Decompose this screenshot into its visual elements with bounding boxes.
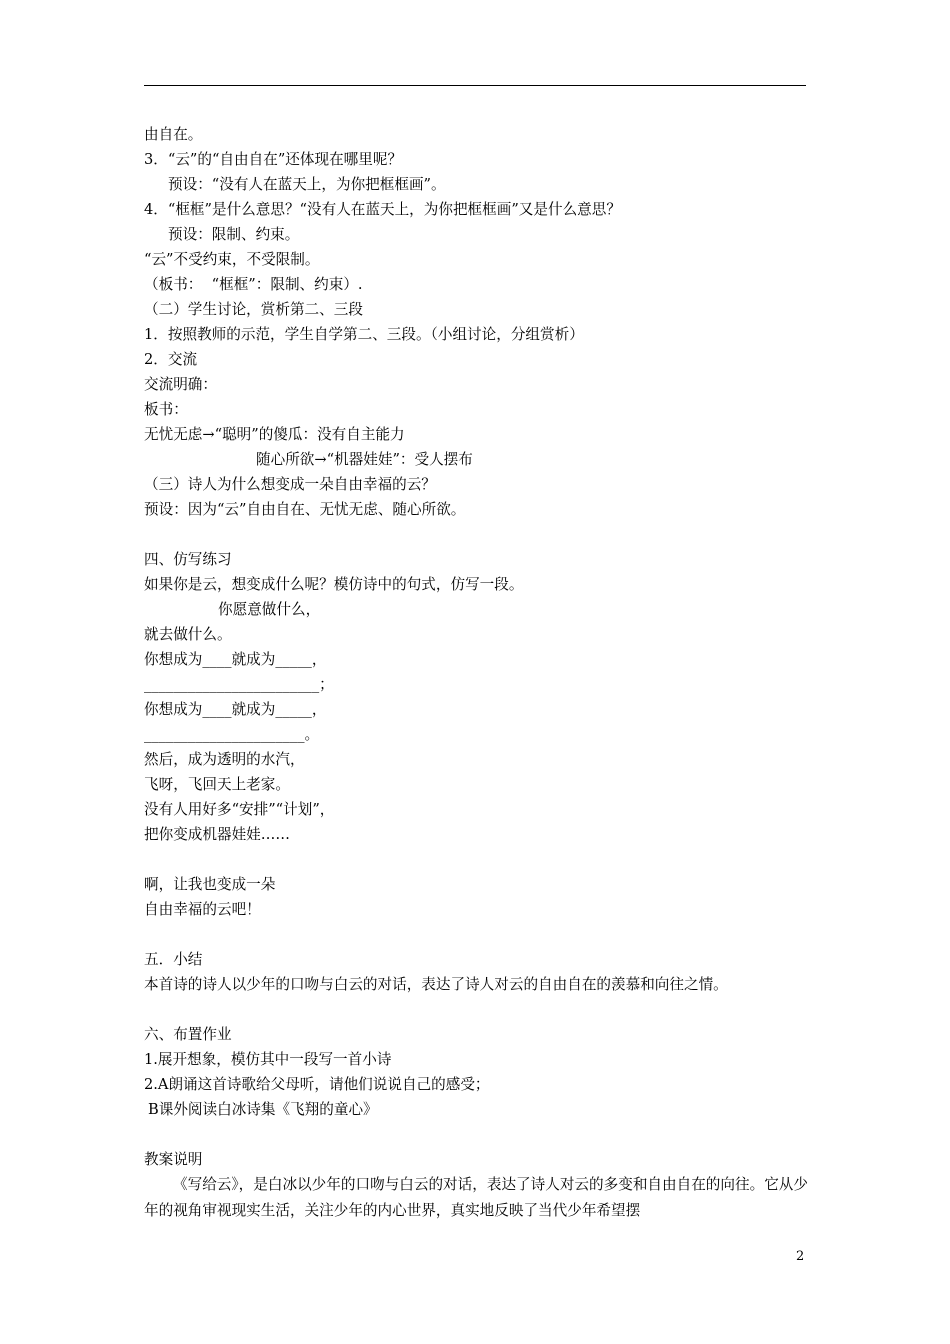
poem-line: 你愿意做什么，: [218, 601, 321, 618]
text-line: “云”不受约束，不受限制。: [144, 251, 320, 268]
section-heading: 四、仿写练习: [144, 551, 232, 568]
text-line: 1．按照教师的示范，学生自学第二、三段。（小组讨论，分组赏析）: [144, 326, 584, 343]
homework-item: 2.A朗诵这首诗歌给父母听，请他们说说自己的感受；: [144, 1076, 490, 1093]
text-line: 板书：: [144, 401, 188, 418]
spacer: [144, 922, 808, 947]
header-rule: [144, 85, 806, 86]
text-line: 由自在。: [144, 126, 203, 143]
blackboard-item: 随心所欲→“机器娃娃”：受人摆布: [256, 451, 473, 468]
fill-in-line: ________________________；: [144, 676, 334, 693]
text-line: 交流明确：: [144, 376, 217, 393]
subsection-heading: （三）诗人为什么想变成一朵自由幸福的云？: [144, 476, 436, 493]
preset-answer: 预设：因为“云”自由自在、无忧无虑、随心所欲。: [144, 501, 466, 518]
preset-answer: 预设：“没有人在蓝天上，为你把框框画”。: [168, 176, 446, 193]
homework-item: B课外阅读白冰诗集《飞翔的童心》: [148, 1101, 378, 1118]
page-number: 2: [796, 1249, 805, 1264]
text-line: 如果你是云，想变成什么呢？模仿诗中的句式，仿写一段。: [144, 576, 524, 593]
section-heading: 教案说明: [144, 1151, 203, 1168]
summary-text: 本首诗的诗人以少年的口吻与白云的对话，表达了诗人对云的自由自在的羡慕和向往之情。: [144, 976, 728, 993]
spacer: [144, 847, 808, 872]
fill-in-line: 你想成为____就成为_____，: [144, 651, 327, 668]
preset-answer: 预设：限制、约束。: [168, 226, 300, 243]
spacer: [144, 997, 808, 1022]
poem-line: 飞呀，飞回天上老家。: [144, 776, 290, 793]
spacer: [144, 1122, 808, 1147]
poem-line: 然后，成为透明的水汽，: [144, 751, 305, 768]
document-body: [144, 122, 808, 1224]
blackboard-item: 无忧无虑→“聪明”的傻瓜：没有自主能力: [144, 426, 405, 443]
poem-line: 啊，让我也变成一朵: [144, 876, 276, 893]
question-3: 3．“云”的“自由自在”还体现在哪里呢？: [144, 151, 403, 168]
blackboard-note: （板书： “框框”：限制、约束）.: [144, 276, 363, 293]
subsection-heading: （二）学生讨论，赏析第二、三段: [144, 301, 363, 318]
poem-line: 就去做什么。: [144, 626, 232, 643]
poem-line: 没有人用好多“安排”“计划”，: [144, 801, 335, 818]
homework-item: 1.展开想象，模仿其中一段写一首小诗: [144, 1051, 392, 1068]
question-4: 4．“框框”是什么意思？“没有人在蓝天上，为你把框框画”又是什么意思？: [144, 201, 621, 218]
text-line: 2．交流: [144, 351, 198, 368]
section-heading: 六、布置作业: [144, 1026, 232, 1043]
spacer: [144, 522, 808, 547]
fill-in-line: 你想成为____就成为_____，: [144, 701, 327, 718]
notes-paragraph: 《写给云》，是白冰以少年的口吻与白云的对话，表达了诗人对云的多变和自由自在的向往。它从少年的视角审视现实生活，关注少年的内心世界，真实地反映了当代少年希望摆: [144, 1176, 808, 1219]
section-heading: 五．小结: [144, 951, 203, 968]
poem-line: 自由幸福的云吧！: [144, 901, 261, 918]
poem-line: 把你变成机器娃娃……: [144, 826, 290, 843]
fill-in-line: ______________________。: [144, 726, 320, 743]
